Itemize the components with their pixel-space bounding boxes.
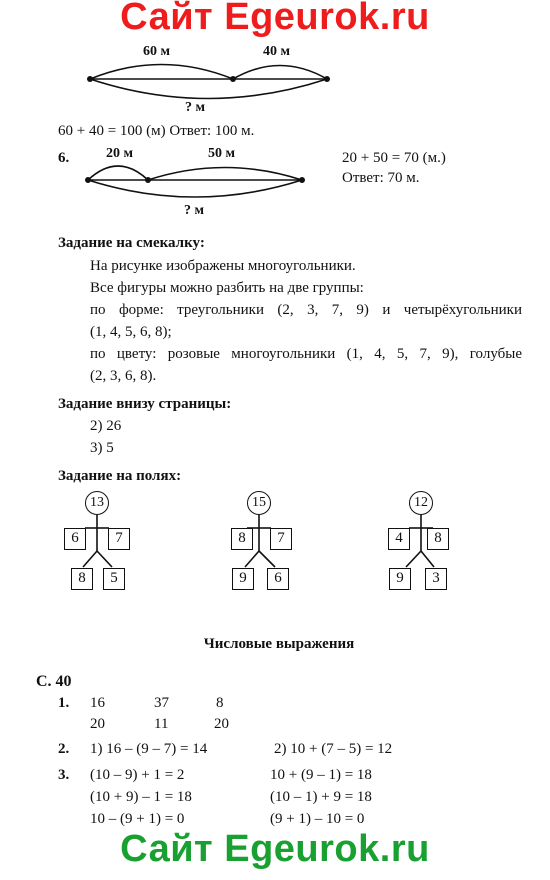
task6-answer: Ответ: 70 м. xyxy=(342,170,420,186)
smekalka-line: (2, 3, 6, 8). xyxy=(90,368,157,384)
tree2-bottom-left: 9 xyxy=(232,568,254,590)
task6-number: 6. xyxy=(58,150,70,166)
tree2-top-left: 8 xyxy=(231,528,253,550)
ex1-cell: 20 xyxy=(90,716,105,732)
tree3-bottom-right: 3 xyxy=(425,568,447,590)
tree2-root: 15 xyxy=(247,491,271,515)
smekalka-line: На рисунке изображены многоугольники. xyxy=(90,258,356,274)
bottom-task-heading: Задание внизу страницы: xyxy=(58,396,232,412)
ex3-left-line: (10 + 9) – 1 = 18 xyxy=(90,789,192,805)
task6-segment1-label: 20 м xyxy=(106,146,134,161)
ex2-part-b: 2) 10 + (7 – 5) = 12 xyxy=(274,741,393,757)
section-title: Числовые выражения xyxy=(203,636,355,652)
task5-total-label: ? м xyxy=(185,100,206,115)
smekalka-line: по форме: треугольники (2, 3, 7, 9) и четырёхугольники xyxy=(90,302,522,318)
ex1-cell: 8 xyxy=(216,695,224,711)
smekalka-line: (1, 4, 5, 6, 8); xyxy=(90,324,172,340)
task5-segment-diagram xyxy=(90,65,327,99)
tree1-top-right: 7 xyxy=(108,528,130,550)
bottom-task-item: 2) 26 xyxy=(90,418,122,434)
smekalka-line: Все фигуры можно разбить на две группы: xyxy=(90,280,364,296)
tree-connectors xyxy=(83,515,434,567)
watermark-top: Сайт Egeurok.ru xyxy=(120,0,430,38)
ex2-part-a: 1) 16 – (9 – 7) = 14 xyxy=(90,741,208,757)
ex3-left-line: 10 – (9 + 1) = 0 xyxy=(90,811,185,827)
ex3-right-line: (9 + 1) – 10 = 0 xyxy=(270,811,365,827)
tree3-bottom-left: 9 xyxy=(389,568,411,590)
ex3-right-line: 10 + (9 – 1) = 18 xyxy=(270,767,372,783)
tree2-bottom-right: 6 xyxy=(267,568,289,590)
task5-solution: 60 + 40 = 100 (м) Ответ: 100 м. xyxy=(58,123,255,139)
ex1-cell: 11 xyxy=(154,716,169,732)
task5-segment2-label: 40 м xyxy=(263,44,291,59)
ex1-number: 1. xyxy=(58,695,70,711)
margins-task-heading: Задание на полях: xyxy=(58,468,182,484)
task6-solution: 20 + 50 = 70 (м.) xyxy=(342,150,446,166)
smekalka-heading: Задание на смекалку: xyxy=(58,235,205,251)
ex1-cell: 37 xyxy=(154,695,169,711)
tree3-top-right: 8 xyxy=(427,528,449,550)
ex2-number: 2. xyxy=(58,741,70,757)
ex3-number: 3. xyxy=(58,767,70,783)
tree2-top-right: 7 xyxy=(270,528,292,550)
ex3-right-line: (10 – 1) + 9 = 18 xyxy=(270,789,372,805)
page-number: С. 40 xyxy=(36,673,72,690)
task6-segment-diagram xyxy=(88,166,302,197)
ex1-cell: 20 xyxy=(214,716,229,732)
task5-segment1-label: 60 м xyxy=(143,44,171,59)
ex3-left-line: (10 – 9) + 1 = 2 xyxy=(90,767,185,783)
tree1-root: 13 xyxy=(85,491,109,515)
ex1-cell: 16 xyxy=(90,695,105,711)
tree1-bottom-left: 8 xyxy=(71,568,93,590)
bottom-task-item: 3) 5 xyxy=(90,440,114,456)
watermark-bottom: Сайт Egeurok.ru xyxy=(120,828,430,870)
task6-total-label: ? м xyxy=(184,203,205,218)
tree1-bottom-right: 5 xyxy=(103,568,125,590)
tree3-root: 12 xyxy=(409,491,433,515)
tree1-top-left: 6 xyxy=(64,528,86,550)
task6-segment2-label: 50 м xyxy=(208,146,236,161)
tree3-top-left: 4 xyxy=(388,528,410,550)
smekalka-line: по цвету: розовые многоугольники (1, 4, 5, 7, 9), голубые xyxy=(90,346,522,362)
